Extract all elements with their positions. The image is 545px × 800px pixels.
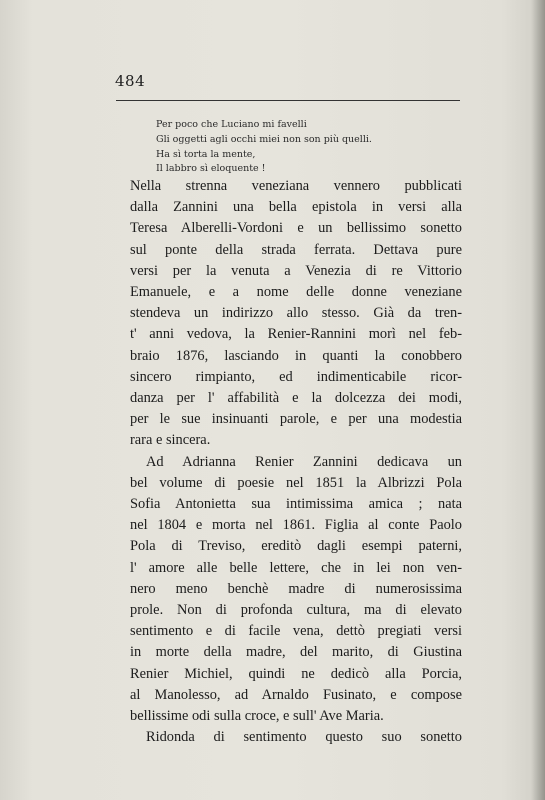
text-line: prole. Non di profonda cultura, ma di elevato bbox=[130, 602, 462, 619]
text-line: bel volume di poesie nel 1851 la Albrizzi Pola bbox=[130, 474, 462, 491]
text-line: danza per l' affabilità e la dolcezza dei modi, bbox=[130, 390, 462, 407]
text-line: rara e sincera. bbox=[130, 432, 211, 449]
text-line: al Manolesso, ad Arnaldo Fusinato, e compose bbox=[130, 686, 462, 703]
text-line: Nella strenna veneziana vennero pubblicati bbox=[130, 178, 462, 194]
text-line: sentimento e di facile vena, dettò pregiati versi bbox=[130, 623, 462, 640]
text-line: braio 1876, lasciando in quanti la conobbero bbox=[130, 347, 462, 364]
verse-line: Per poco che Luciano mi favelli bbox=[156, 119, 307, 130]
verse-quotation bbox=[156, 118, 456, 177]
page-number: 484 bbox=[115, 72, 146, 90]
text-line: sincero rimpianto, ed indimenticabile ricor- bbox=[130, 368, 462, 385]
text-line: l' amore alle belle lettere, che in lei non ven- bbox=[130, 559, 462, 576]
text-line: per le sue insinuanti parole, e per una modestia bbox=[130, 411, 462, 428]
text-line: bellissime odi sulla croce, e sull' Ave Maria. bbox=[130, 708, 384, 725]
text-line: Sofia Antonietta sua intimissima amica ; nata bbox=[130, 496, 462, 513]
text-line: nel 1804 e morta nel 1861. Figlia al conte Paolo bbox=[130, 517, 462, 534]
text-line: versi per la venuta a Venezia di re Vittorio bbox=[130, 262, 462, 279]
verse-line: Ha sì torta la mente, bbox=[156, 148, 256, 160]
text-line: Ridonda di sentimento questo suo sonetto bbox=[146, 729, 462, 746]
text-line: Emanuele, e a nome delle donne veneziane bbox=[130, 284, 462, 301]
body-text bbox=[130, 176, 462, 748]
text-line: nero meno benchè madre di numerosissima bbox=[130, 580, 462, 597]
text-line: Pola di Treviso, ereditò dagli esempi paterni, bbox=[130, 538, 462, 555]
text-line: t' anni vedova, la Renier-Rannini morì nel feb- bbox=[130, 326, 462, 343]
header-rule bbox=[116, 100, 460, 101]
text-line: in morte della madre, del marito, di Giustina bbox=[130, 644, 462, 661]
text-line: stendeva un indirizzo allo stesso. Già da tren- bbox=[130, 305, 462, 322]
text-line: Renier Michiel, quindi ne dedicò alla Porcia, bbox=[130, 665, 462, 682]
text-line: Ad Adrianna Renier Zannini dedicava un bbox=[146, 453, 462, 470]
text-line: Teresa Alberelli-Vordoni e un bellissimo sonetto bbox=[130, 220, 462, 237]
verse-line: Gli oggetti agli occhi miei non son più quelli. bbox=[156, 133, 372, 145]
verse-line: Il labbro sì eloquente ! bbox=[156, 163, 266, 175]
text-line: dalla Zannini una bella epistola in versi alla bbox=[130, 199, 462, 216]
text-line: sul ponte della strada ferrata. Dettava pure bbox=[130, 241, 462, 258]
